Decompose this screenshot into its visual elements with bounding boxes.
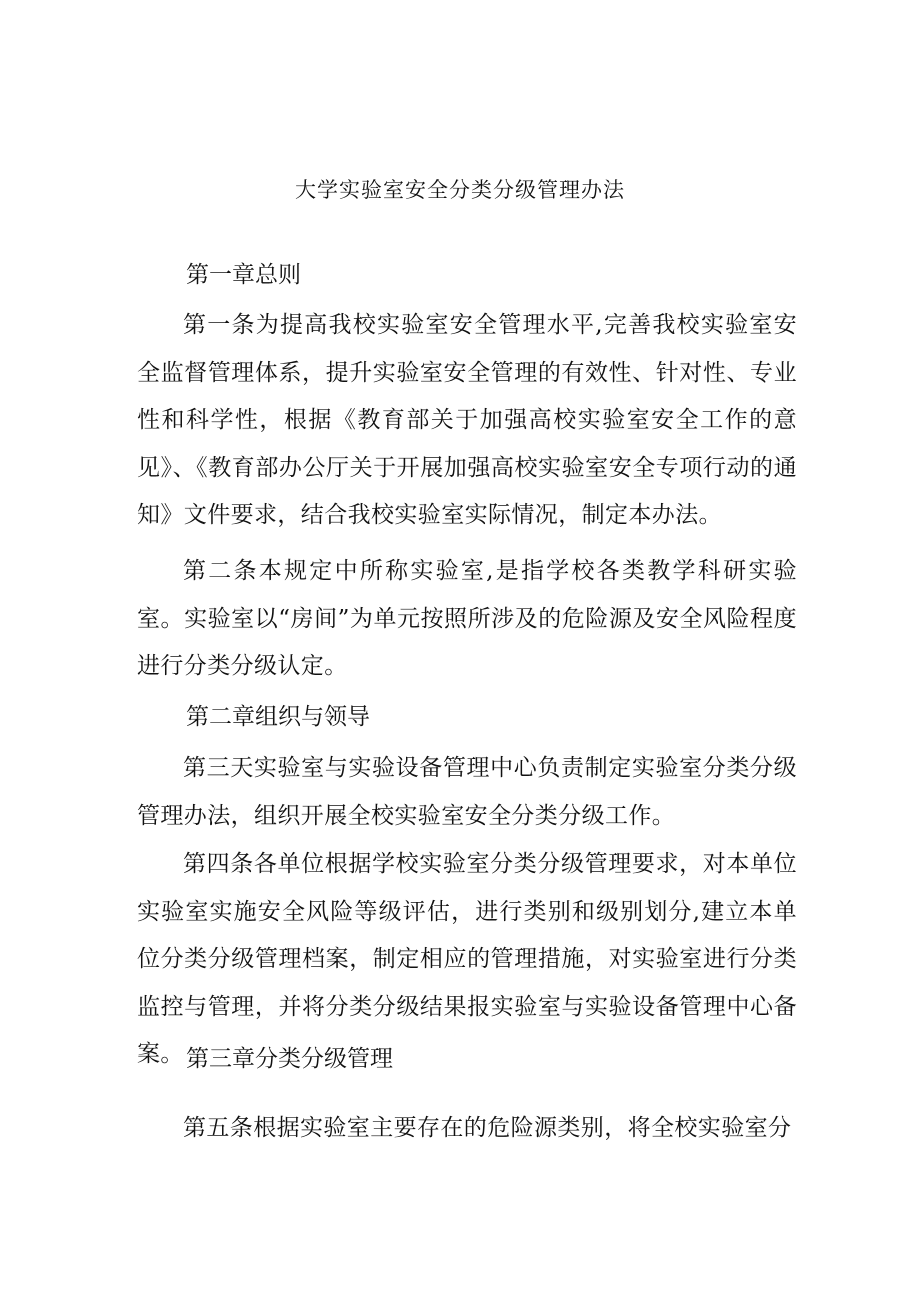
article-1-paragraph: 第一条为提高我校实验室安全管理水平,完善我校实验室安全监督管理体系，提升实验室安全管理的有效性、针对性、专业性和科学性，根据《教育部关于加强高校实验室安全工作的意见》、《教育部办公厅关于开展加强高校实验室安全专项行动的通知》文件要求，结合我校实验室实际情况，制定本办法。 <box>137 312 797 528</box>
article-5-paragraph: 第五条根据实验室主要存在的危险源类别，将全校实验室分 <box>183 1115 792 1141</box>
article-4-paragraph: 第四条各单位根据学校实验室分类分级管理要求，对本单位实验室实施安全风险等级评估，进行类别和级别划分,建立本单位分类分级管理档案，制定相应的管理措施，对实验室进行分类监控与管理，并将分类分级结果报实验室与实验设备管理中心备案。 <box>137 851 797 1067</box>
article-2-paragraph: 第二条本规定中所称实验室,是指学校各类教学科研实验室。实验室以“房间”为单元按照所涉及的危险源及安全风险程度进行分类分级认定。 <box>137 558 797 679</box>
article-3-paragraph: 第三天实验室与实验设备管理中心负责制定实验室分类分级管理办法，组织开展全校实验室安全分类分级工作。 <box>137 755 797 829</box>
document-title: 大学实验室安全分类分级管理办法 <box>295 178 625 202</box>
chapter-1-heading: 第一章总则 <box>186 262 301 288</box>
chapter-2-heading: 第二章组织与领导 <box>186 704 370 730</box>
chapter-3-heading: 第三章分类分级管理 <box>186 1046 393 1072</box>
